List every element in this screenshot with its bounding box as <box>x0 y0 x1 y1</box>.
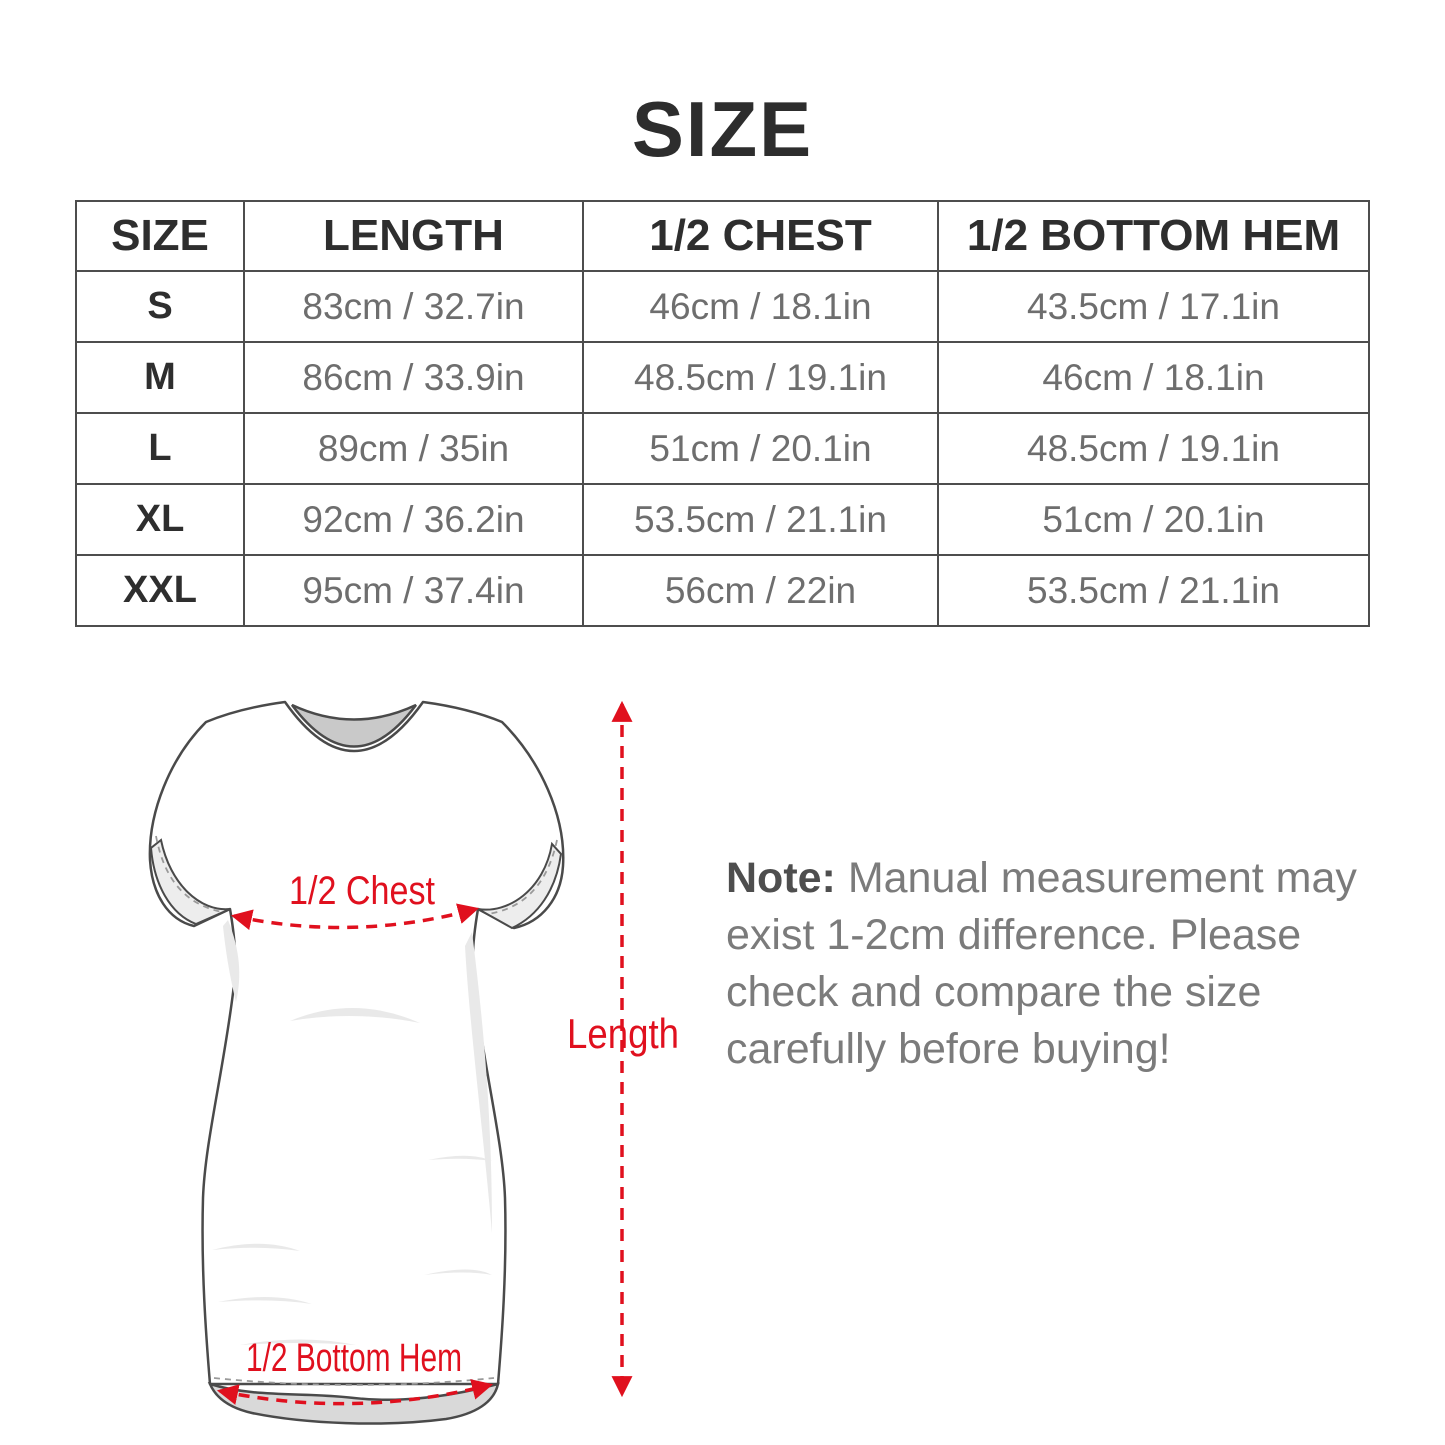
col-header-size: SIZE <box>76 201 244 271</box>
chest-cell: 51cm / 20.1in <box>583 413 938 484</box>
size-cell: XL <box>76 484 244 555</box>
col-header-bottom-hem: 1/2 BOTTOM HEM <box>938 201 1369 271</box>
table-row <box>76 271 1369 342</box>
note-label: Note: <box>726 854 836 902</box>
dress-measurement-diagram <box>140 688 700 1433</box>
table-row <box>76 342 1369 413</box>
table-header-row <box>76 201 1369 271</box>
chest-cell: 48.5cm / 19.1in <box>583 342 938 413</box>
length-label: Length <box>567 1010 679 1057</box>
size-table <box>75 200 1370 627</box>
length-cell: 92cm / 36.2in <box>244 484 583 555</box>
col-header-chest: 1/2 CHEST <box>583 201 938 271</box>
bottom-hem-cell: 51cm / 20.1in <box>938 484 1369 555</box>
col-header-length: LENGTH <box>244 201 583 271</box>
size-cell: XXL <box>76 555 244 626</box>
chest-cell: 56cm / 22in <box>583 555 938 626</box>
size-cell: S <box>76 271 244 342</box>
bottom-hem-cell: 43.5cm / 17.1in <box>938 271 1369 342</box>
bottom-hem-label: 1/2 Bottom Hem <box>246 1336 462 1380</box>
length-cell: 95cm / 37.4in <box>244 555 583 626</box>
bottom-hem-cell: 53.5cm / 21.1in <box>938 555 1369 626</box>
note-body: Manual measurement may exist 1-2cm difference. Please check and compare the size carefully before buying! <box>726 854 1357 1073</box>
bottom-hem-cell: 48.5cm / 19.1in <box>938 413 1369 484</box>
chest-cell: 53.5cm / 21.1in <box>583 484 938 555</box>
table-row <box>76 484 1369 555</box>
chest-cell: 46cm / 18.1in <box>583 271 938 342</box>
size-cell: M <box>76 342 244 413</box>
page-title: SIZE <box>631 85 814 173</box>
bottom-hem-cell: 46cm / 18.1in <box>938 342 1369 413</box>
size-cell: L <box>76 413 244 484</box>
table-row <box>76 413 1369 484</box>
length-cell: 89cm / 35in <box>244 413 583 484</box>
table-row <box>76 555 1369 626</box>
length-cell: 83cm / 32.7in <box>244 271 583 342</box>
dress-illustration <box>150 702 563 1424</box>
length-cell: 86cm / 33.9in <box>244 342 583 413</box>
note-text <box>726 850 1376 1078</box>
chest-label: 1/2 Chest <box>289 869 435 913</box>
